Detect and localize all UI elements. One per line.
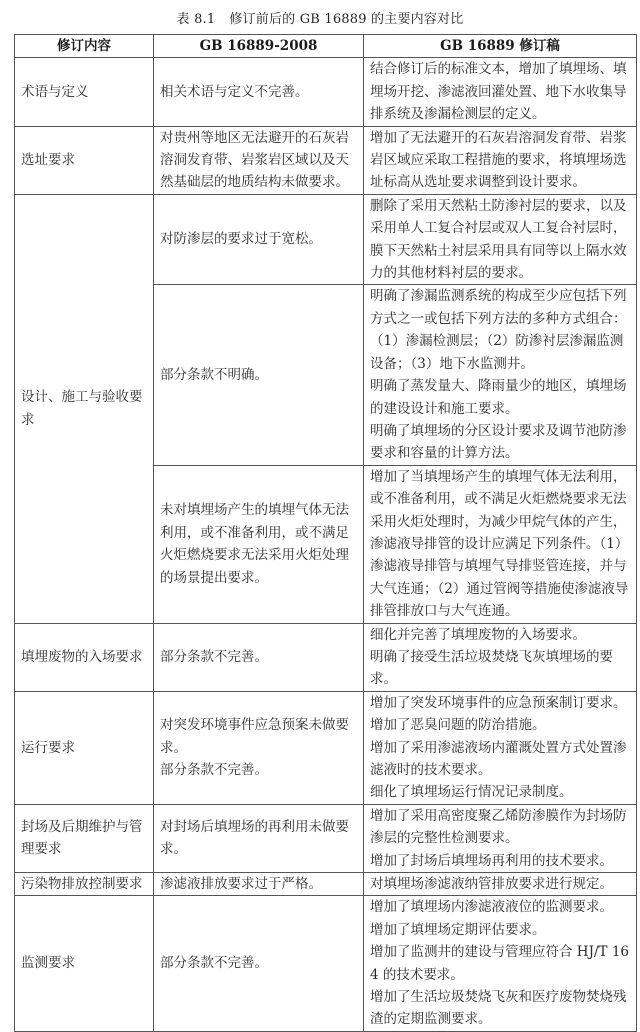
cell-text: 增加了封场后填埋场再利用的技术要求。 — [370, 852, 613, 869]
cell-new — [364, 804, 637, 872]
cell-text: 部分条款不完善。 — [160, 955, 268, 972]
cell-text: 部分条款不完善。 — [160, 762, 268, 778]
table-row — [15, 804, 637, 872]
cell-text: 增加了填埋场内渗滤液液位的监测要求。 — [370, 899, 613, 916]
cell-text: 增加了监测井的建设与管理应符合 HJ/T 164 的技术要求。 — [370, 944, 629, 983]
cell-old — [154, 465, 364, 623]
cell-old — [154, 194, 364, 285]
cell-text: 明确了接受生活垃圾焚烧飞灰填埋场的要求。 — [370, 648, 613, 688]
cell-old — [154, 285, 364, 465]
table-row — [15, 873, 637, 896]
cell-text: 增加了当填埋场产生的填埋气体无法利用，或不准备利用，或不满足火炬燃烧要求无法采用火炬处理时，为减少甲烷气体的产生，渗滤液导排管的设计应满足下列条件。（1）渗滤液导排管与填埋气导排竖管连接，并与大气连通；（2）通过管阀等措施使渗滤液导排管排放口与大气连通。 — [370, 468, 629, 620]
cell-text: 增加了生活垃圾焚烧飞灰和医疗废物焚烧残渣的定期监测要求。 — [370, 989, 627, 1028]
cell-item: 封场及后期维护与管理要求 — [15, 804, 154, 872]
cell-item: 监测要求 — [15, 896, 154, 1031]
table-row — [15, 58, 637, 126]
cell-new — [364, 58, 637, 126]
table-row — [15, 691, 637, 804]
cell-old — [154, 804, 364, 872]
cell-text: 细化了填埋场运行情况记录制度。 — [370, 784, 573, 801]
cell-item: 填埋废物的入场要求 — [15, 623, 154, 691]
cell-text: 对封场后填埋场的再利用未做要求。 — [160, 819, 349, 858]
cell-old — [154, 691, 364, 804]
cell-old — [154, 58, 364, 126]
table-row — [15, 623, 637, 691]
cell-new — [364, 691, 637, 804]
cell-new — [364, 623, 637, 691]
cell-text: 增加了填埋场定期评估要求。 — [370, 921, 546, 938]
cell-text: 渗滤液排放要求过于严格。 — [160, 876, 322, 893]
cell-text: 部分条款不明确。 — [160, 366, 268, 383]
cell-new — [364, 873, 637, 896]
cell-text: 相关术语与定义不完善。 — [160, 83, 309, 100]
table-caption — [0, 8, 640, 27]
cell-new — [364, 126, 637, 194]
cell-text: 增加了恶臭问题的防治措施。 — [370, 717, 546, 734]
cell-new — [364, 896, 637, 1031]
comparison-table — [14, 34, 637, 1032]
cell-item: 设计、施工与验收要求 — [15, 194, 154, 623]
cell-text: 增加了无法避开的石灰岩溶洞发育带、岩浆岩区域应采取工程措施的要求，将填埋场选址标高从选址要求调整到设计要求。 — [370, 129, 627, 191]
cell-text: 结合修订后的标准文本，增加了填埋场、填埋场开挖、渗滤液回灌处置、地下水收集导排系统及渗漏检测层的定义。 — [370, 61, 627, 123]
header-item: 修订内容 — [15, 35, 154, 58]
cell-new — [364, 465, 637, 623]
cell-item: 污染物排放控制要求 — [15, 873, 154, 896]
cell-text: 对填埋场渗滤液纳管排放要求进行规定。 — [370, 876, 613, 893]
cell-item: 选址要求 — [15, 126, 154, 194]
header-old: GB 16889-2008 — [154, 35, 364, 58]
header-new: GB 16889 修订稿 — [364, 35, 637, 58]
cell-old — [154, 896, 364, 1031]
header-row — [15, 35, 637, 58]
cell-text: 对突发环境事件应急预案未做要求。 — [160, 717, 349, 756]
table-title: 修订前后的 GB 16889 的主要内容对比 — [229, 12, 464, 27]
cell-old — [154, 623, 364, 691]
cell-text: 对贵州等地区无法避开的石灰岩溶洞发育带、岩浆岩区域以及天然基础层的地质结构未做要求。 — [160, 129, 349, 191]
cell-text: 删除了采用天然粘土防渗衬层的要求，以及采用单人工复合衬层或双人工复合衬层时，膜下天然粘土衬层采用具有同等以上隔水效力的其他材料衬层的要求。 — [370, 197, 627, 282]
table-row — [15, 896, 637, 1031]
cell-new — [364, 194, 637, 285]
cell-text: 明确了填埋场的分区设计要求及调节池防渗要求和容量的计算方法。 — [370, 422, 627, 462]
table-number: 表 8.1 — [176, 12, 216, 27]
cell-text: 细化并完善了填埋废物的入场要求。 — [370, 626, 586, 643]
cell-text: 增加了采用高密度聚乙烯防渗膜作为封场防渗层的完整性检测要求。 — [370, 807, 627, 847]
cell-text: 部分条款不完善。 — [160, 648, 268, 665]
cell-text: 对防渗层的要求过于宽松。 — [160, 231, 322, 248]
cell-text: 增加了突发环境事件的应急预案制订要求。 — [370, 694, 627, 711]
table-row — [15, 194, 637, 285]
cell-old — [154, 126, 364, 194]
cell-text: 明确了渗漏监测系统的构成至少应包括下列方式之一或包括下列方法的多种方式组合：（1）渗漏检测层；（2）防渗衬层渗漏监测设备；（3）地下水监测井。 — [370, 288, 627, 372]
cell-item: 运行要求 — [15, 691, 154, 804]
cell-item: 术语与定义 — [15, 58, 154, 126]
cell-new — [364, 285, 637, 465]
cell-text: 明确了蒸发量大、降雨量少的地区，填埋场的建设设计和施工要求。 — [370, 378, 627, 417]
cell-text: 未对填埋场产生的填埋气体无法利用，或不准备利用，或不满足火炬燃烧要求无法采用火炬处理的场景提出要求。 — [160, 502, 349, 586]
cell-text: 增加了采用渗滤液场内灌溉处置方式处置渗滤液时的技术要求。 — [370, 739, 627, 778]
table-row — [15, 126, 637, 194]
cell-old — [154, 873, 364, 896]
